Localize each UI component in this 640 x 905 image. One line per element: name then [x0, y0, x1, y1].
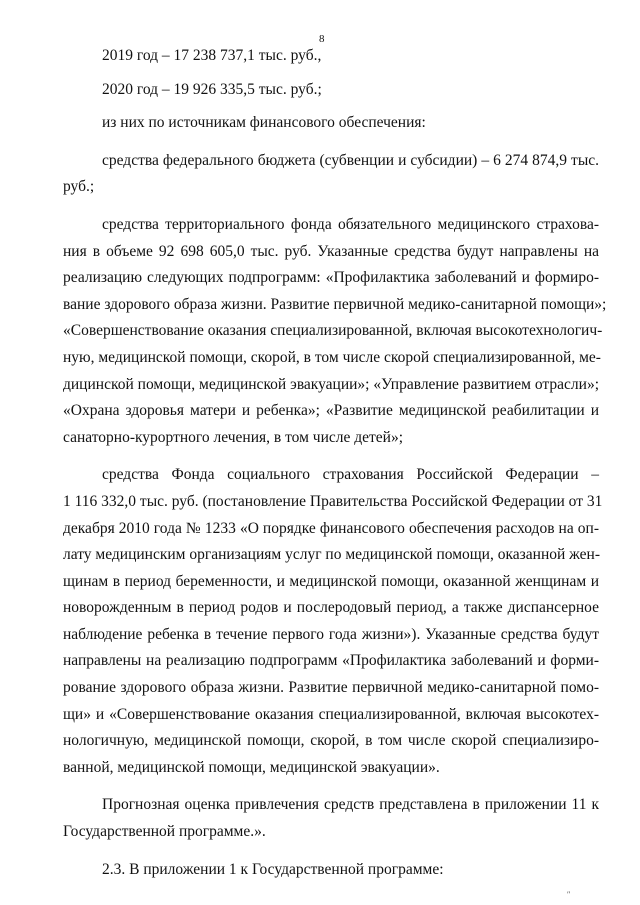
text-line: щи» и «Совершенствование оказания специализированной, включая высокотех-	[63, 705, 599, 723]
page-number: 8	[319, 33, 325, 45]
text-line: 2020 год – 19 926 335,5 тыс. руб.;	[102, 80, 322, 98]
text-line: 1 116 332,0 тыс. руб. (постановление Правительства Российской Федерации от 31	[63, 492, 603, 510]
text-line: декабря 2010 года № 1233 «О порядке финансового обеспечения расходов на оп-	[63, 519, 599, 537]
text-line: средства Фонда социального страхования Российской Федерации –	[102, 466, 599, 484]
text-line: санаторно-курортного лечения, в том числе детей»;	[63, 428, 404, 446]
text-line: 2019 год – 17 238 737,1 тыс. руб.,	[102, 47, 322, 64]
paragraph-social-insurance-fund	[63, 462, 603, 781]
text-line: руб.;	[63, 178, 95, 196]
paragraph-year-2019	[63, 43, 599, 70]
paragraph-year-2020	[63, 77, 599, 104]
paragraph-forecast-estimate	[63, 792, 599, 845]
text-line: ную, медицинской помощи, скорой, в том числе скорой специализированной, ме-	[63, 348, 601, 366]
text-line: дицинской помощи, медицинской эвакуации»; «Управление развитием отрасли»;	[63, 375, 599, 393]
text-line: Прогнозная оценка привлечения средств представлена в приложении 11 к	[102, 796, 599, 814]
text-line: «Охрана здоровья матери и ребенка»; «Развитие медицинской реабилитации и	[63, 402, 599, 420]
text-line: Государственной программе.».	[63, 823, 266, 841]
text-line: ния в объеме 92 698 605,0 тыс. руб. Указанные средства будут направлены на	[63, 242, 599, 260]
text-line: рование здорового образа жизни. Развитие первичной медико-санитарной помо-	[63, 679, 599, 697]
text-line: средства федерального бюджета (субвенции и субсидии) – 6 274 874,9 тыс.	[102, 151, 599, 169]
text-line: 2.3. В приложении 1 к Государственной программе:	[102, 860, 444, 878]
paragraph-territorial-fund	[63, 212, 607, 451]
text-line: средства территориального фонда обязательного медицинского страхова-	[102, 215, 599, 233]
text-line: «Совершенствование оказания специализированной, включая высокотехнологич-	[63, 322, 603, 340]
paragraph-section-2-3	[63, 857, 599, 884]
text-line: лату медицинским организациям услуг по медицинской помощи, оказанной жен-	[63, 546, 601, 564]
text-line: щинам в период беременности, и медицинской помощи, оказанной женщинам и	[63, 572, 599, 590]
text-line: ванной, медицинской помощи, медицинской эвакуации».	[63, 758, 440, 776]
paragraph-funding-sources-intro	[63, 110, 599, 137]
text-line: наблюдение ребенка в течение первого года жизни»). Указанные средства будут	[63, 625, 599, 643]
scan-artifact-mark: ʺ	[567, 890, 570, 899]
text-line: направлены на реализацию подпрограмм «Профилактика заболеваний и форми-	[63, 652, 599, 670]
text-line: нологичную, медицинской помощи, скорой, в том числе скорой специализиро-	[63, 732, 599, 750]
text-line: новорожденным в период родов и послеродовый период, а также диспансерное	[63, 599, 599, 617]
text-line: вание здорового образа жизни. Развитие первичной медико-санитарной помощи»;	[63, 295, 607, 313]
document-body	[63, 43, 607, 883]
paragraph-federal-budget	[63, 148, 599, 201]
text-line: из них по источникам финансового обеспечения:	[102, 114, 426, 132]
text-line: реализацию следующих подпрограмм: «Профилактика заболеваний и формиро-	[63, 269, 599, 287]
